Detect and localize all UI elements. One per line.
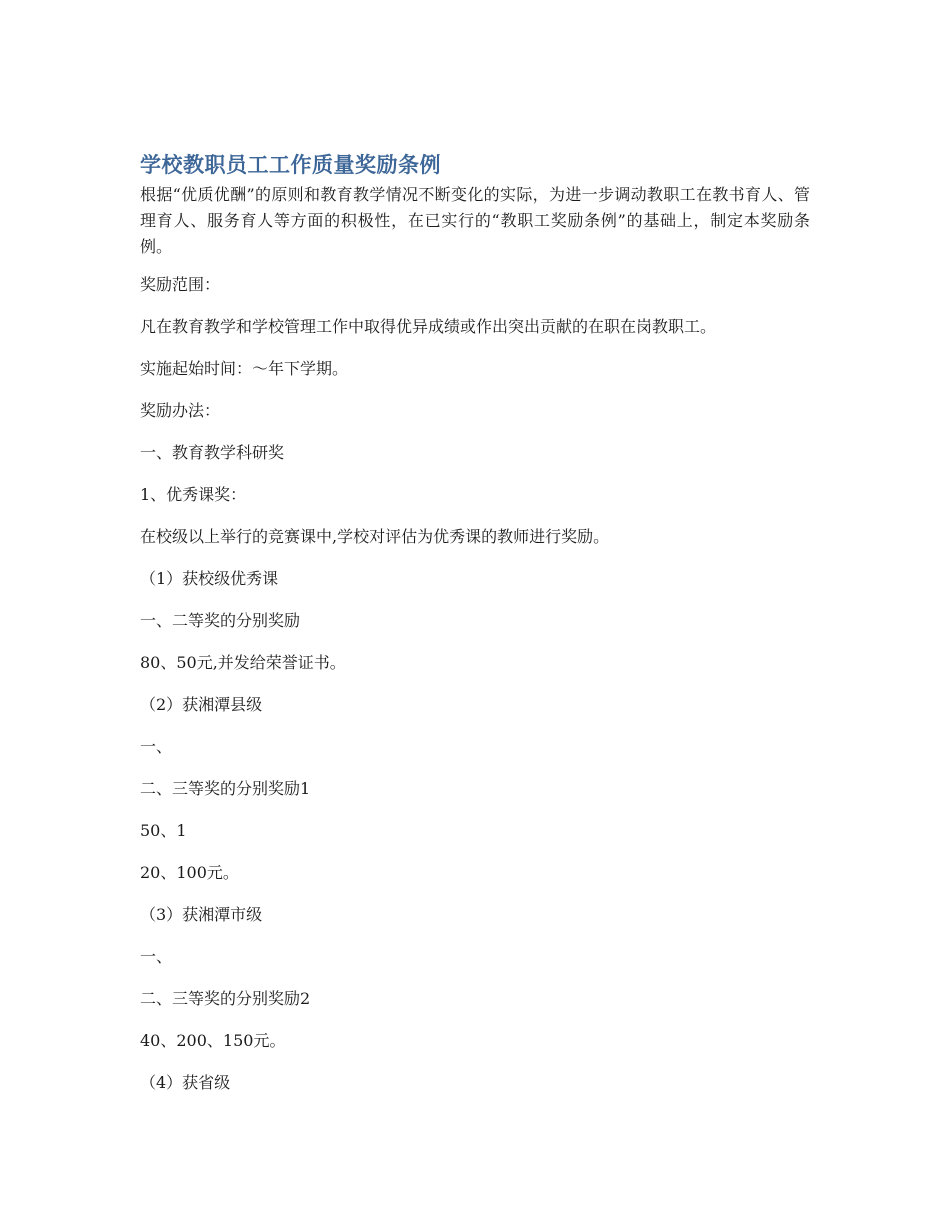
list-item-text: 二、三等奖的分别奖励1 <box>140 779 311 798</box>
list-item-text: 40、200、150元。 <box>140 1031 286 1050</box>
list-item-text: 一、 <box>140 947 173 966</box>
list-item-text: 50、1 <box>140 821 187 840</box>
paragraph-scope-heading: 奖励范围： <box>140 275 221 294</box>
section-heading-research-award: 一、教育教学科研奖 <box>140 443 285 462</box>
list-item-text: 一、二等奖的分别奖励 <box>140 611 301 630</box>
subsection-excellent-lesson: 1、优秀课奖： <box>140 485 247 504</box>
paragraph-method-heading: 奖励办法： <box>140 401 221 420</box>
paragraph-excellent-lesson-desc: 在校级以上举行的竞赛课中,学校对评估为优秀课的教师进行奖励。 <box>140 527 610 546</box>
list-item-county-level: （2）获湘潭县级 <box>140 695 263 714</box>
paragraph-scope-text: 凡在教育教学和学校管理工作中取得优异成绩或作出突出贡献的在职在岗教职工。 <box>140 317 717 336</box>
paragraph-start-time: 实施起始时间：～年下学期。 <box>140 359 349 378</box>
list-item-school-level: （1）获校级优秀课 <box>140 569 279 588</box>
list-item-province-level: （4）获省级 <box>140 1073 231 1092</box>
list-item-text: 一、 <box>140 737 173 756</box>
document-body <box>140 150 810 1104</box>
list-item-text: 80、50元,并发给荣誉证书。 <box>140 653 346 672</box>
list-item-text: 二、三等奖的分别奖励2 <box>140 989 311 1008</box>
document-title: 学校教职员工工作质量奖励条例 <box>140 153 441 177</box>
list-item-text: 20、100元。 <box>140 863 239 882</box>
list-item-city-level: （3）获湘潭市级 <box>140 905 263 924</box>
intro-paragraph: 根据“优质优酬”的原则和教育教学情况不断变化的实际，为进一步调动教职工在教书育人、管理育人、服务育人等方面的积极性，在已实行的“教职工奖励条例”的基础上，制定本奖励条例。 <box>140 185 810 256</box>
